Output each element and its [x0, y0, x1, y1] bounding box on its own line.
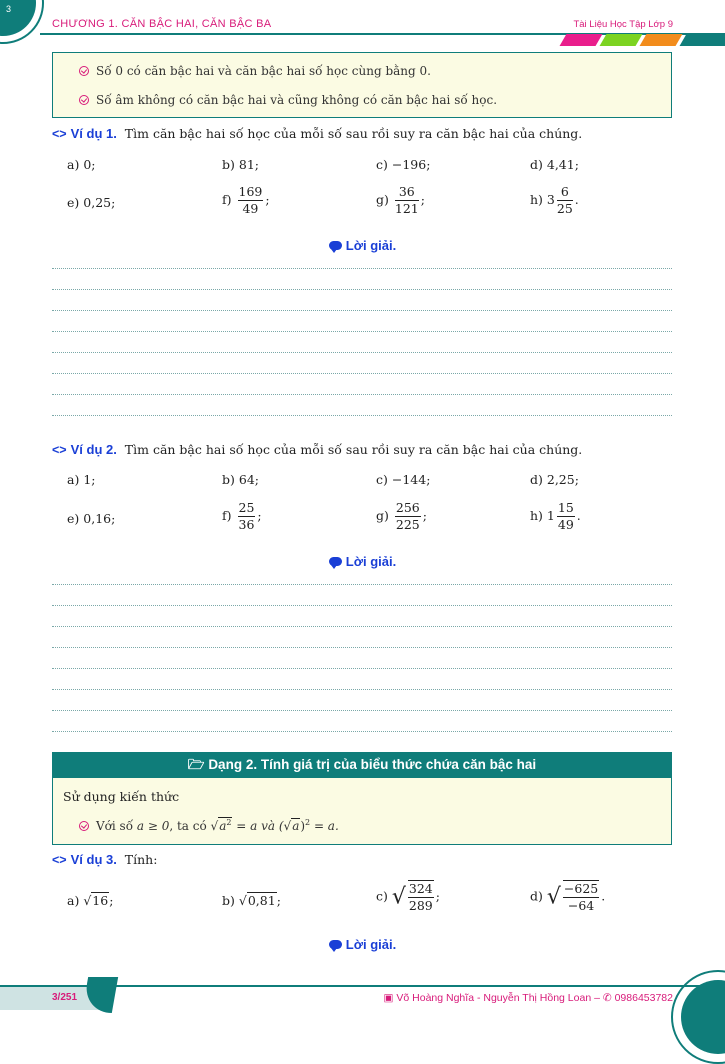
speech-bubble-icon [329, 241, 342, 250]
ex1-item-f: f) $\frac{169}{49}$ ; [222, 184, 270, 216]
note-bullet: Số âm không có căn bậc hai và cũng không có căn bậc hai số học. [79, 93, 497, 107]
ex1-item-b: b) 81; [222, 157, 259, 172]
answer-line[interactable] [52, 668, 672, 669]
ex1-item-d: d) 4,41; [530, 157, 579, 172]
solution-heading: Lời giải. [0, 937, 725, 952]
answer-line[interactable] [52, 689, 672, 690]
diamond-arrows-icon: <> [52, 127, 67, 141]
answer-line[interactable] [52, 289, 672, 290]
answer-line[interactable] [52, 310, 672, 311]
answer-line[interactable] [52, 415, 672, 416]
answer-line[interactable] [52, 331, 672, 332]
corner-page-number: 3 [6, 4, 12, 14]
check-circle-icon [79, 66, 89, 76]
ex2-item-b: b) 64; [222, 472, 259, 487]
section-heading: 🗁 Dạng 2. Tính giá trị của biểu thức chứa căn bậc hai [52, 752, 672, 778]
answer-line[interactable] [52, 605, 672, 606]
diamond-arrows-icon: <> [52, 443, 67, 457]
phone-icon: ✆ [602, 992, 612, 1004]
note-box [52, 52, 672, 118]
solution-heading: Lời giải. [0, 238, 725, 253]
answer-line[interactable] [52, 394, 672, 395]
ex3-item-a: a) √16; [67, 893, 114, 908]
speech-bubble-icon [329, 557, 342, 566]
ex1-item-e: e) 0,25; [67, 195, 116, 210]
answer-line[interactable] [52, 647, 672, 648]
ex1-item-h: h) 3 $\frac{6}{25}$ . [530, 184, 579, 216]
footer-authors: ▣ Võ Hoàng Nghĩa - Nguyễn Thị Hồng Loan – ✆ 0986453782 [383, 992, 673, 1004]
ex2-item-d: d) 2,25; [530, 472, 579, 487]
document-icon: ▣ [383, 992, 394, 1004]
ex2-item-a: a) 1; [67, 472, 96, 487]
example-2-heading: <> Ví dụ 2. Tìm căn bậc hai số học của mỗi số sau rồi suy ra căn bậc hai của chúng. [52, 442, 583, 457]
ex1-item-g: g) $\frac{36}{121}$ ; [376, 184, 425, 216]
note-bullet: Số 0 có căn bậc hai và căn bậc hai số học cùng bằng 0. [79, 64, 431, 78]
knowledge-intro: Sử dụng kiến thức [63, 789, 180, 804]
speech-bubble-icon [329, 940, 342, 949]
solution-heading: Lời giải. [0, 554, 725, 569]
folder-icon: 🗁 [187, 757, 205, 772]
ex1-item-a: a) 0; [67, 157, 96, 172]
ex2-item-h: h) 1 $\frac{15}{49}$ . [530, 500, 581, 532]
check-circle-icon [79, 821, 89, 831]
ex3-item-d: d) √ $\frac{-625}{-64}$ . [530, 881, 606, 913]
answer-line[interactable] [52, 352, 672, 353]
header-stripes [555, 34, 725, 46]
knowledge-bullet: Với số a ≥ 0, ta có $√a^2 = a$ và $(√a)^2 = a$. [79, 817, 339, 833]
chapter-title: CHƯƠNG 1. CĂN BẬC HAI, CĂN BẬC BA [52, 18, 272, 30]
series-title: Tài Liệu Học Tập Lớp 9 [573, 19, 673, 30]
example-3-heading: <> Ví dụ 3. Tính: [52, 852, 158, 867]
example-1-heading: <> Ví dụ 1. Tìm căn bậc hai số học của mỗi số sau rồi suy ra căn bậc hai của chúng. [52, 126, 583, 141]
ex2-item-f: f) $\frac{25}{36}$ ; [222, 500, 262, 532]
answer-line[interactable] [52, 710, 672, 711]
answer-line[interactable] [52, 626, 672, 627]
ex3-item-c: c) √ $\frac{324}{289}$ ; [376, 881, 440, 913]
check-circle-icon [79, 95, 89, 105]
knowledge-box [52, 778, 672, 845]
page-number: 3/251 [52, 992, 78, 1003]
ex3-item-b: b) √0,81; [222, 893, 281, 908]
ex2-item-e: e) 0,16; [67, 511, 116, 526]
ex2-item-g: g) $\frac{256}{225}$ ; [376, 500, 427, 532]
answer-line[interactable] [52, 268, 672, 269]
ex1-item-c: c) −196; [376, 157, 431, 172]
answer-line[interactable] [52, 373, 672, 374]
ex2-item-c: c) −144; [376, 472, 431, 487]
answer-line[interactable] [52, 731, 672, 732]
diamond-arrows-icon: <> [52, 853, 67, 867]
answer-line[interactable] [52, 584, 672, 585]
